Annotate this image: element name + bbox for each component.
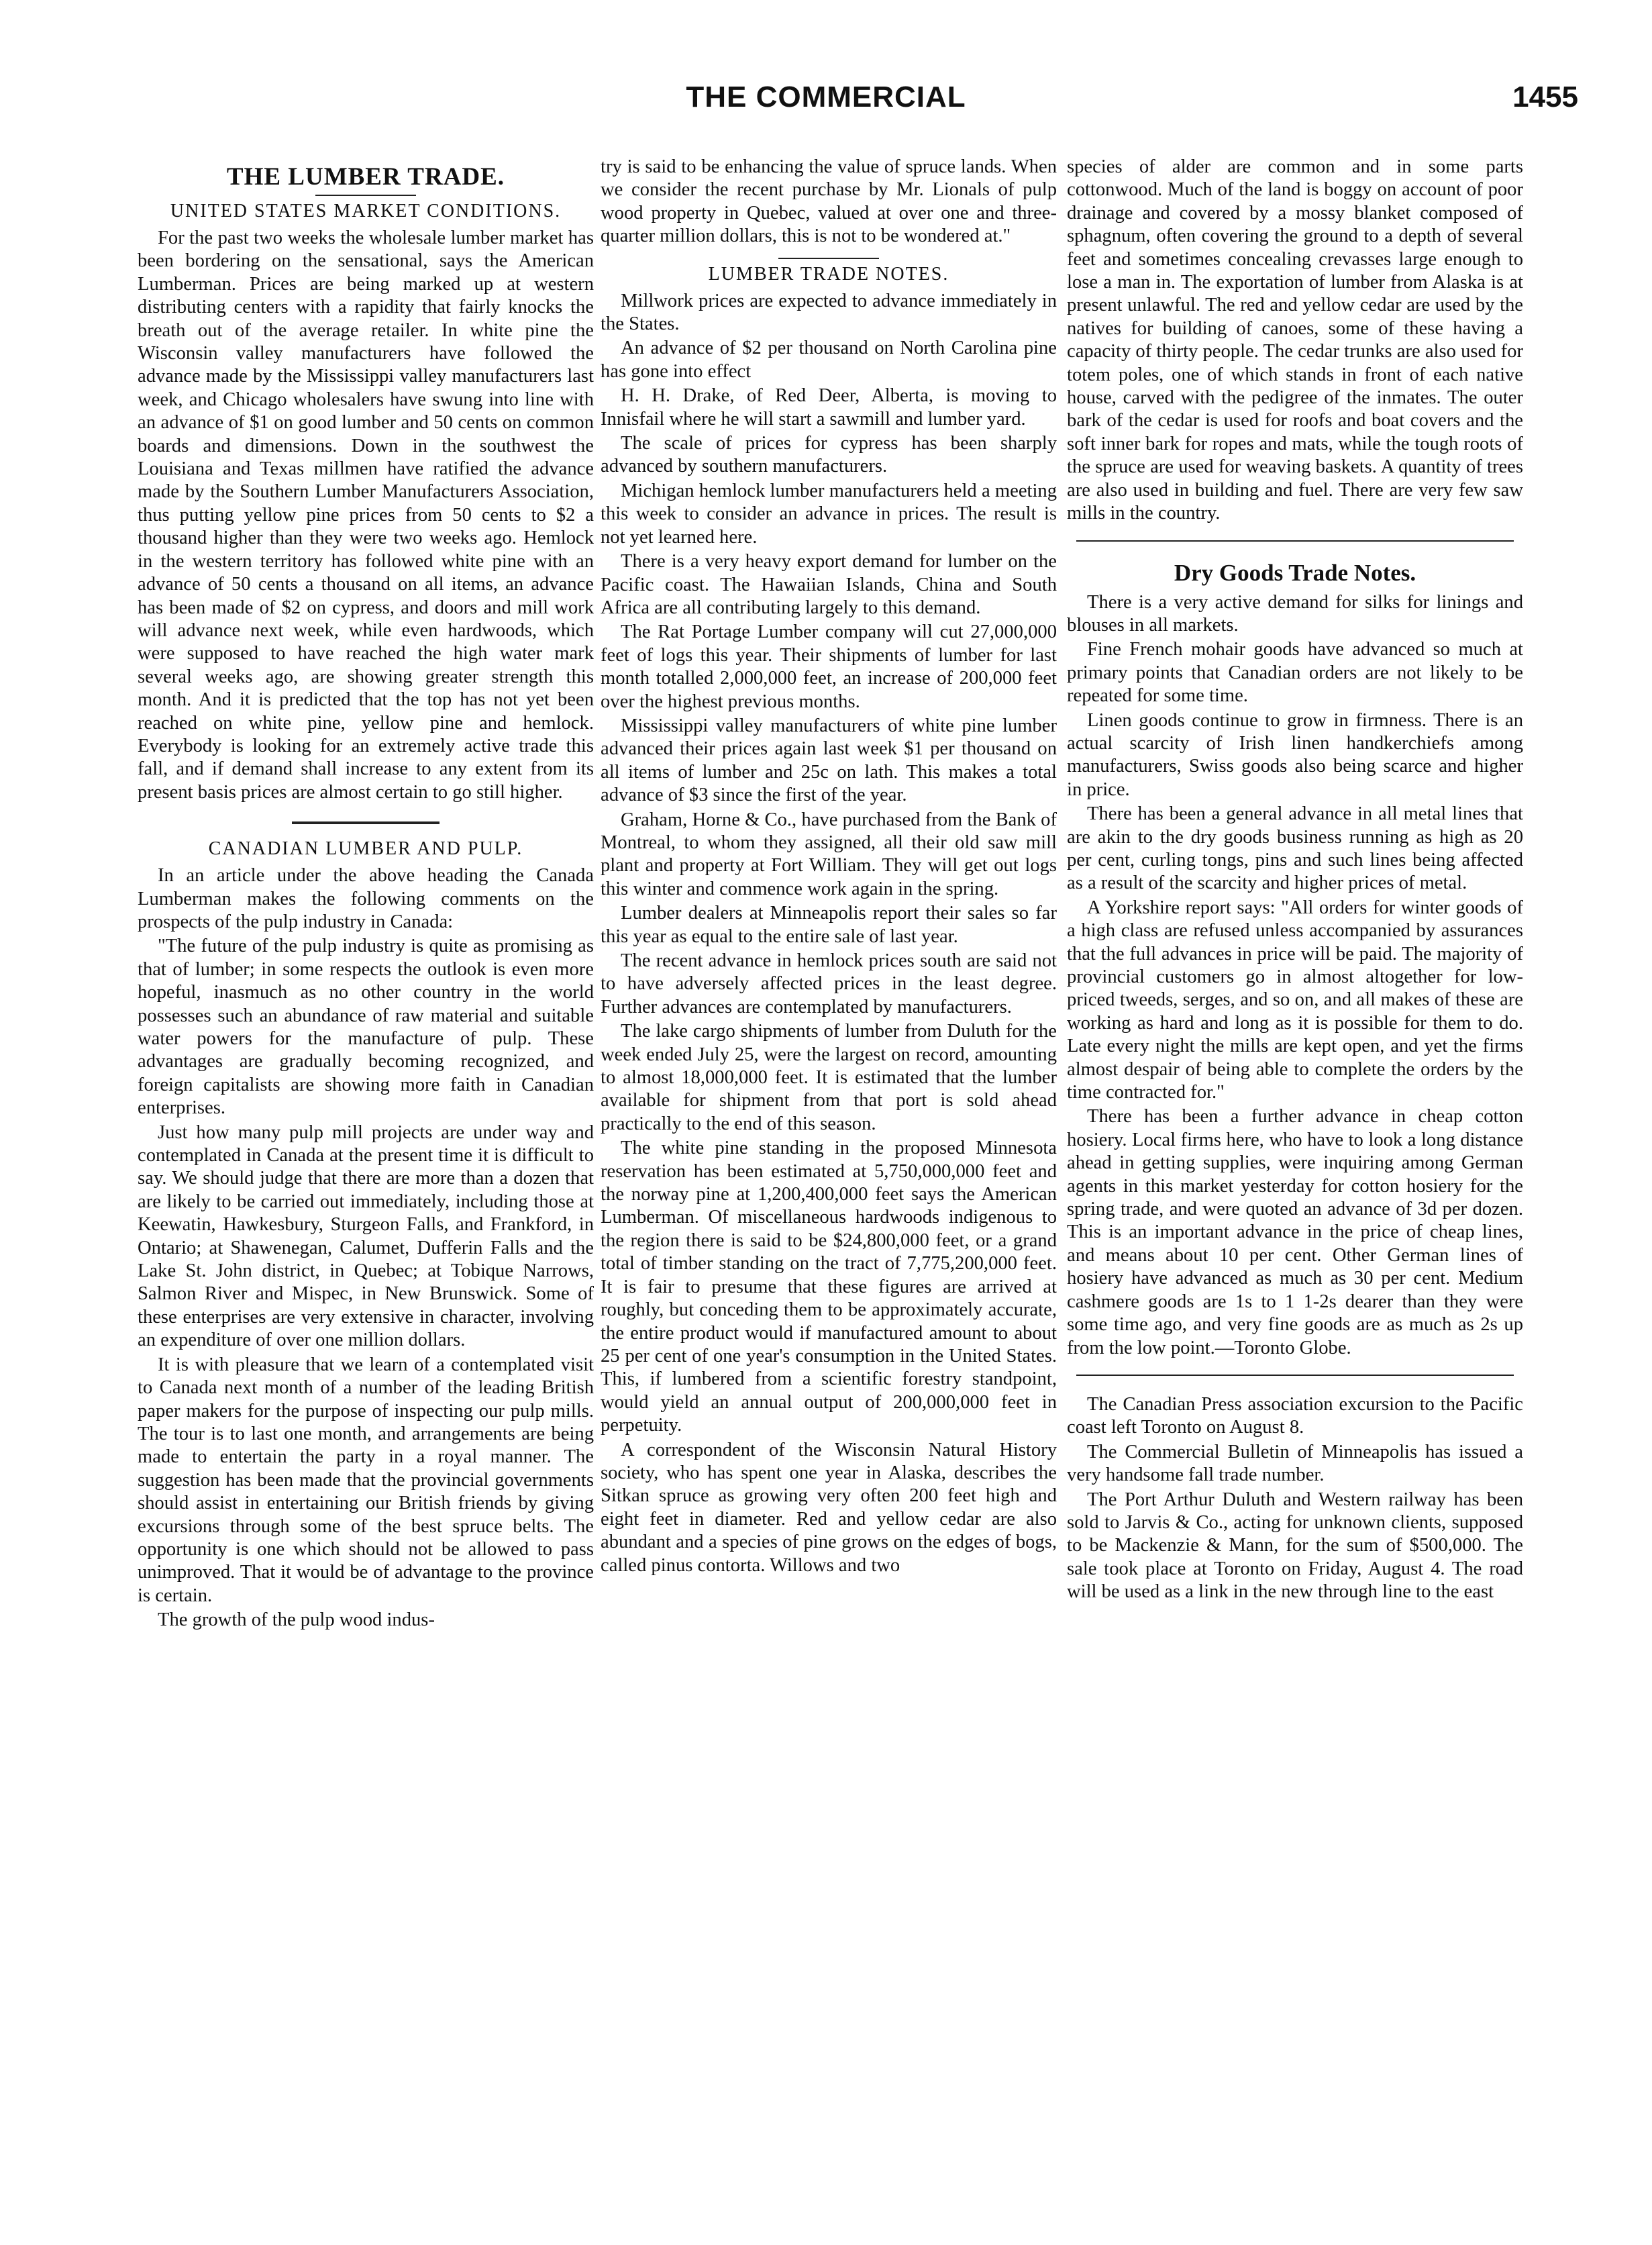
news-item: H. H. Drake, of Red Deer, Alberta, is moving to Innisfail where he will start a sawmill and lumber yard. — [601, 385, 1057, 430]
news-item: Fine French mohair goods have advanced so much at primary points that Canadian orders are not likely to be repeated for some time. — [1067, 639, 1523, 707]
news-item: A correspondent of the Wisconsin Natural History society, who has spent one year in Alaska, describes the Sitkan spruce as growing very often 200 feet high and eight feet in diameter. Red and yellow cedar are also abundant and a species of pine grows on the edges of bogs, called pinus contorta. Willows and two — [601, 1439, 1057, 1576]
news-item: The Rat Portage Lumber company will cut 27,000,000 feet of logs this year. Their shipments of lumber for last month totalled 2,000,000 feet, an increase of 200,000 feet over the highest previous months. — [601, 621, 1057, 712]
lumber-notes-subhead: LUMBER TRADE NOTES. — [708, 263, 949, 285]
news-item: Mississippi valley manufacturers of white pine lumber advanced their prices again last week $1 per thousand on all items of lumber and 25c on lath. This makes a total advance of $3 since the first of the year. — [601, 715, 1057, 806]
article-paragraph: The growth of the pulp wood indus- — [158, 1609, 435, 1631]
page-header — [0, 81, 1652, 134]
article-paragraph: try is said to be enhancing the value of spruce lands. When we consider the recent purchase by Mr. Lionals of pulp wood property in Quebec, valued at over one and three-quarter million dollars, this is not to be wondered at." — [601, 156, 1057, 247]
news-item: An advance of $2 per thousand on North Carolina pine has gone into effect — [601, 338, 1057, 382]
article-paragraph: "The future of the pulp industry is quite as promising as that of lumber; in some respects the outlook is even more hopeful, inasmuch as no other country in the world possesses such an abundance of raw material and suitable water powers for the manufacture of pulp. These advantages are gradually becoming recognized, and foreign capitalists are showing more faith in Canadian enterprises. — [138, 936, 594, 1119]
news-item: The lake cargo shipments of lumber from Duluth for the week ended July 25, were the largest on record, amounting to almost 18,000,000 feet. It is estimated that the lumber available for shipment from that port is sold ahead practically to the end of this season. — [601, 1021, 1057, 1134]
news-item: Lumber dealers at Minneapolis report their sales so far this year as equal to the entire sale of last year. — [601, 903, 1057, 947]
headline-rule — [315, 195, 416, 196]
section-divider — [778, 258, 879, 259]
section-divider — [1076, 1375, 1514, 1376]
news-item: The scale of prices for cypress has been sharply advanced by southern manufacturers. — [601, 433, 1057, 477]
news-item: Millwork prices are expected to advance immediately in the States. — [601, 290, 1057, 335]
us-market-subhead: UNITED STATES MARKET CONDITIONS. — [170, 201, 562, 221]
news-item: The Port Arthur Duluth and Western railway has been sold to Jarvis & Co., acting for unknown clients, supposed to be Mackenzie & Mann, for the sum of $500,000. The sale took place at Toronto on Friday, August 4. The road will be used as a link in the new through line to the east — [1067, 1489, 1523, 1603]
canadian-lumber-subhead: CANADIAN LUMBER AND PULP. — [208, 838, 523, 860]
news-item: There is a very heavy export demand for lumber on the Pacific coast. The Hawaiian Islands, China and South Africa are all contributing largely to this demand. — [601, 551, 1057, 618]
column-2 — [601, 156, 1057, 2209]
section-divider — [1076, 540, 1514, 542]
news-item: The Commercial Bulletin of Minneapolis has issued a very handsome fall trade number. — [1067, 1441, 1523, 1486]
article-paragraph: species of alder are common and in some parts cottonwood. Much of the land is boggy on account of poor drainage and covered by a mossy blanket composed of sphagnum, often covering the ground to a depth of several feet and sometimes concealing crevasses large enough to lose a man in. The exportation of lumber from Alaska is at present unlawful. The red and yellow cedar are used by the natives for building of canoes, some of these having a capacity of thirty people. The cedar trunks are also used for totem poles, one of which stands in front of each native house, carved with the pedigree of the inmates. The outer bark of the cedar is used for roofs and boat covers and the soft inner bark for ropes and mats, while the tough roots of the spruce are used for weaving baskets. A quantity of trees are also used in building and fuel. There are very few saw mills in the country. — [1067, 156, 1523, 524]
news-item: There has been a general advance in all metal lines that are akin to the dry goods business running as high as 20 per cent, curling tongs, pins and such lines being affected as a result of the scarcity and higher prices of metal. — [1067, 803, 1523, 894]
article-paragraph: In an article under the above heading the Canada Lumberman makes the following comments on the prospects of the pulp industry in Canada: — [138, 865, 594, 932]
page-number: 1455 — [1512, 81, 1578, 113]
news-item: There has been a further advance in cheap cotton hosiery. Local firms here, who have to look a long distance ahead in getting supplies, were inquiring among German agents in this market yesterday for cotton hosiery for the spring trade, and were quoted an advance of 3d per dozen. This is an important advance in the price of cheap lines, and means about 10 per cent. Other German lines of hosiery have advanced as much as 30 per cent. Medium cashmere goods are 1s to 1 1-2s dearer than they were some time ago, and very fine goods are as much as 2s up from the low point.—Toronto Globe. — [1067, 1106, 1523, 1358]
news-item: Linen goods continue to grow in firmness. There is an actual scarcity of Irish linen handkerchiefs among manufacturers, Swiss goods also being scarce and higher in price. — [1067, 709, 1523, 800]
news-item: The Canadian Press association excursion to the Pacific coast left Toronto on August 8. — [1067, 1393, 1523, 1438]
news-item: Michigan hemlock lumber manufacturers held a meeting this week to consider an advance in prices. The result is not yet learned here. — [601, 480, 1057, 548]
news-item: A Yorkshire report says: "All orders for winter goods of a high class are refused unless accompanied by assurances that the full advances in price will be paid. The majority of provincial customers go in almost altogether for low-priced tweeds, serges, and so on, and all makes of these are working as hard and long as it is possible for them to do. Late every night the mills are kept open, and yet the firms almost despair of being able to complete the orders by the time contracted for." — [1067, 897, 1523, 1103]
lumber-trade-headline: THE LUMBER TRADE. — [226, 163, 505, 191]
dry-goods-headline: Dry Goods Trade Notes. — [1174, 559, 1416, 586]
news-item: Graham, Horne & Co., have purchased from the Bank of Montreal, to whom they assigned, all their old saw mill plant and property at Fort William. They will get out logs this winter and commence work again in the spring. — [601, 809, 1057, 899]
article-paragraph: Just how many pulp mill projects are under way and contemplated in Canada at the present time it is difficult to say. We should judge that there are more than a dozen that are likely to be carried out immediately, including those at Keewatin, Hawkesbury, Sturgeon Falls, and Frankford, in Ontario; at Shawenegan, Calumet, Dufferin Falls and the Lake St. John district, in Quebec; at Tobique Narrows, Salmon River and Mispec, in New Brunswick. Some of these enterprises are very extensive in character, involving an expenditure of over one million dollars. — [138, 1121, 594, 1351]
column-3 — [1067, 156, 1523, 2209]
news-item: The recent advance in hemlock prices south are said not to have adversely affected prices in the least degree. Further advances are contemplated by manufacturers. — [601, 950, 1057, 1017]
section-divider — [292, 821, 440, 824]
news-item: The white pine standing in the proposed Minnesota reservation has been estimated at 5,750,000,000 feet and the norway pine at 1,200,400,000 feet says the American Lumberman. Of miscellaneous hardwoods indigenous to the region there is said to be $24,800,000 feet, or a grand total of timber standing on the tract of 7,775,200,000 feet. It is fair to presume that these figures are arrived at roughly, but conceding them to be approximately accurate, the entire product would if manufactured amount to about 25 per cent of one year's consumption in the United States. This, if lumbered from a scientific forestry standpoint, would yield an annual output of 200,000,000 feet in perpetuity. — [601, 1138, 1057, 1436]
column-1 — [138, 156, 594, 2209]
article-paragraph: For the past two weeks the wholesale lumber market has been bordering on the sensational, says the American Lumberman. Prices are being marked up at western distributing centers with a rapidity that fairly knocks the breath out of the average retailer. In white pine the Wisconsin valley manufacturers have followed the advance made by the Mississippi valley manufacturers last week, and Chicago wholesalers have swung into line with an advance of $1 on good lumber and 50 cents on common boards and dimensions. Down in the southwest the Louisiana and Texas millmen have ratified the advance made by the Southern Lumber Manufacturers Association, thus putting yellow pine prices from 50 cents to $2 a thousand higher than they were two weeks ago. Hemlock in the western territory has followed white pine with an advance of 50 cents a thousand on all items, an advance has been made of $2 on cypress, and doors and mill work will advance next week, while even hardwoods, which were supposed to have reached the high water mark several weeks ago, are showing greater strength this month. And it is predicted that the top has not yet been reached on white pine, yellow pine and hemlock. Everybody is looking for an extremely active trade this fall, and if demand shall increase to any extent from its present basis prices are almost certain to go still higher. — [138, 228, 594, 803]
publication-title: THE COMMERCIAL — [686, 81, 966, 113]
news-item: There is a very active demand for silks for linings and blouses in all markets. — [1067, 591, 1523, 636]
article-paragraph: It is with pleasure that we learn of a contemplated visit to Canada next month of a number of the leading British paper makers for the purpose of inspecting our pulp mills. The tour is to last one month, and arrangements are being made to entertain the party in a royal manner. The suggestion has been made that the provincial governments should assist in entertaining our British friends by giving excursions through some of the best spruce belts. The opportunity is one which should not be allowed to pass unimproved. That it would be of advantage to the province is certain. — [138, 1354, 594, 1606]
